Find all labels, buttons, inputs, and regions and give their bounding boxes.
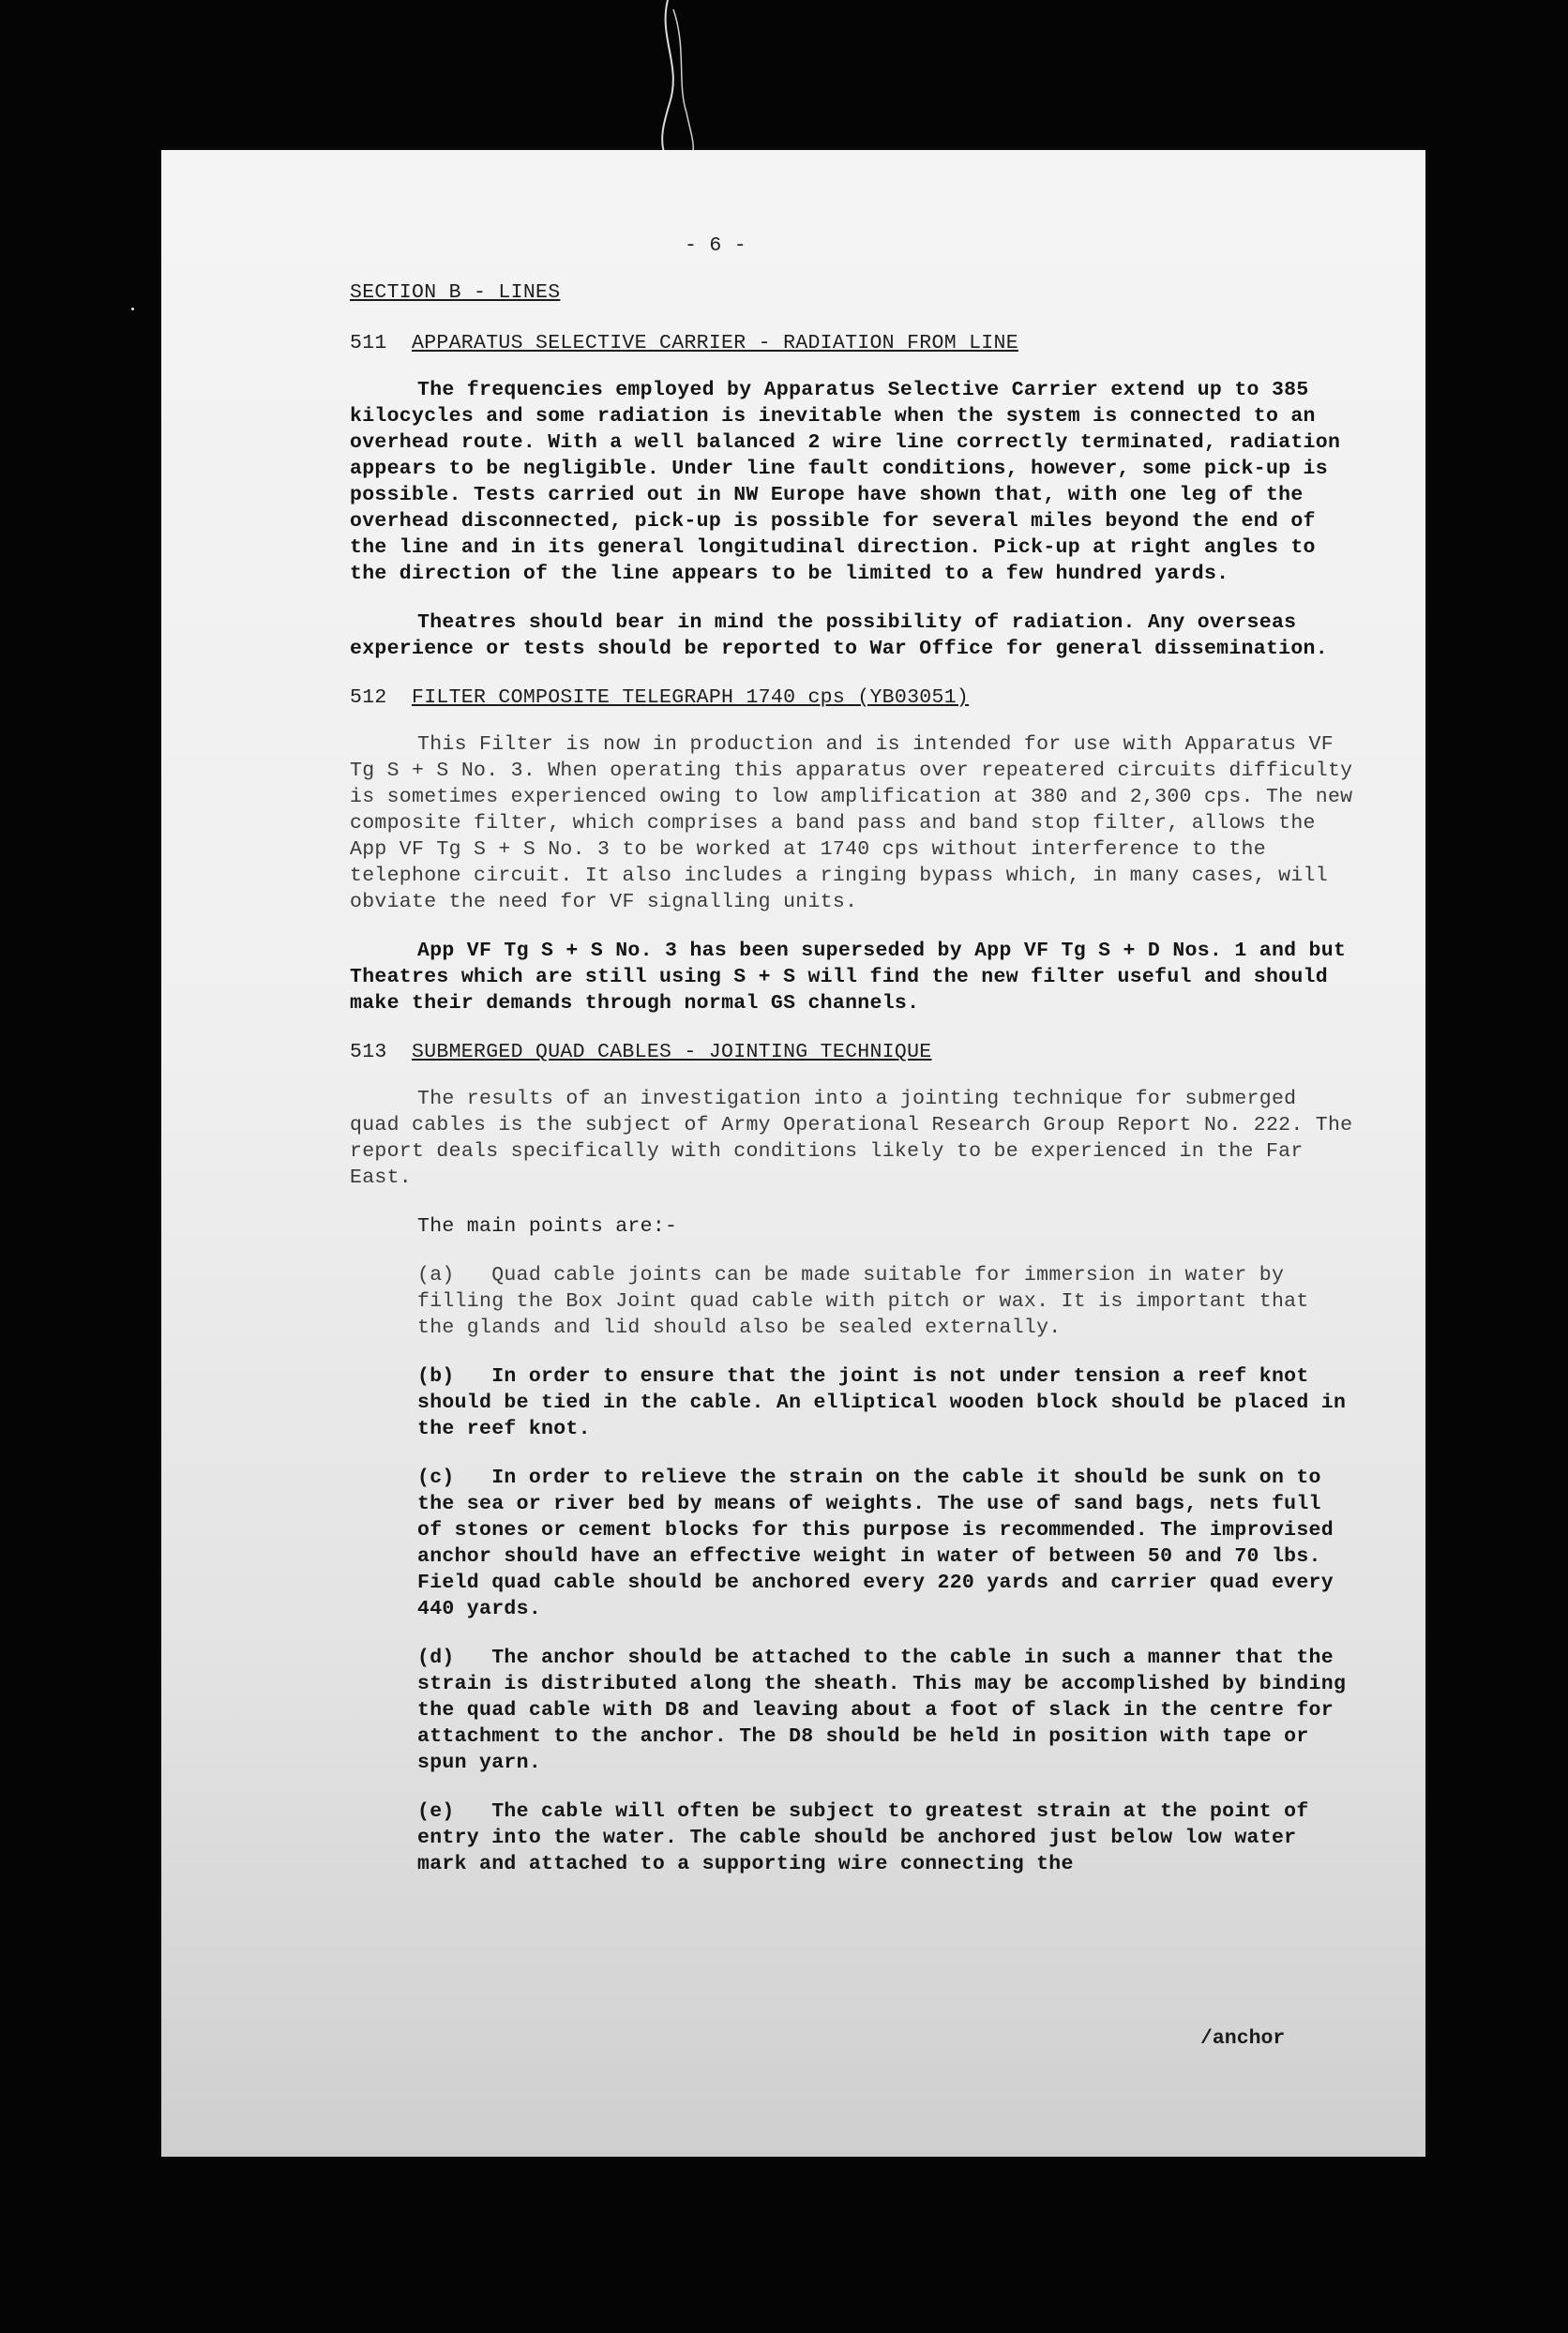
point-e xyxy=(417,1799,1353,1877)
point-b xyxy=(417,1363,1353,1442)
item-heading-511 xyxy=(350,330,1353,356)
item-number: 512 xyxy=(350,686,387,709)
paragraph: The frequencies employed by Apparatus Selective Carrier extend up to 385 kilocycles and some radiation is inevitable when the system is connected to an overhead route. With a well balanced 2 wire line correctly terminated, radiation appears to be negligible. Under line fault conditions, however, some pick-up is possible. Tests carried out in NW Europe have shown that, with one leg of the overhead disconnected, pick-up is possible for several miles beyond the end of the line and in its general longitudinal direction. Pick-up at right angles to the direction of the line appears to be limited to a few hundred yards. xyxy=(350,379,1341,585)
points-lead: The main points are:- xyxy=(417,1215,678,1238)
paragraph: App VF Tg S + S No. 3 has been superseded by App VF Tg S + D Nos. 1 and but Theatres which are still using S + S will find the new filter useful and should make their demands through normal GS channels. xyxy=(350,940,1347,1015)
point-text: In order to ensure that the joint is not under tension a reef knot should be tied in the cable. An elliptical wooden block should be placed in the reef knot. xyxy=(417,1365,1347,1440)
point-a xyxy=(417,1262,1353,1341)
point-label: (d) xyxy=(417,1647,455,1669)
point-d xyxy=(417,1645,1353,1776)
section-title: SECTION B - LINES xyxy=(350,281,561,304)
point-text: The cable will often be subject to greatest strain at the point of entry into the water. The cable should be anchored just below low water mark and attached to a supporting wire connecting the xyxy=(417,1800,1309,1875)
point-text: In order to relieve the strain on the cable it should be sunk on to the sea or river bed by means of weights. The use of sand bags, nets full of stones or cement blocks for this purpose is recommended. The improvised anchor should have an effective weight in water of between 50 and 70 lbs. Field quad cable should be anchored every 220 yards and carrier quad every 440 yards. xyxy=(417,1467,1334,1620)
point-text: Quad cable joints can be made suitable for immersion in water by filling the Box Joint quad cable with pitch or wax. It is important that the glands and lid should also be sealed externally. xyxy=(417,1264,1309,1339)
item-heading-513 xyxy=(350,1039,1353,1065)
item-number: 511 xyxy=(350,332,387,354)
item-heading-512 xyxy=(350,685,1353,711)
page-number: - 6 - xyxy=(684,234,746,257)
point-label: (b) xyxy=(417,1365,455,1388)
point-label: (e) xyxy=(417,1800,455,1823)
point-label: (a) xyxy=(417,1264,455,1287)
item-title: APPARATUS SELECTIVE CARRIER - RADIATION FROM LINE xyxy=(412,332,1018,354)
document-body xyxy=(350,233,1353,1900)
paragraph: This Filter is now in production and is intended for use with Apparatus VF Tg S + S No. 3. When operating this apparatus over repeatered circuits difficulty is sometimes experienced owing to low amplification at 380 and 2,300 cps. The new composite filter, which comprises a band pass and band stop filter, allows the App VF Tg S + S No. 3 to be worked at 1740 cps without interference to the telephone circuit. It also includes a ringing bypass which, in many cases, will obviate the need for VF signalling units. xyxy=(350,733,1353,913)
point-text: The anchor should be attached to the cable in such a manner that the strain is distributed along the sheath. This may be accomplished by binding the quad cable with D8 and leaving about a foot of slack in the centre for attachment to the anchor. The D8 should be held in position with tape or spun yarn. xyxy=(417,1647,1347,1774)
dust-speck xyxy=(131,308,134,310)
binding-string xyxy=(630,0,705,159)
item-title: SUBMERGED QUAD CABLES - JOINTING TECHNIQUE xyxy=(412,1041,932,1063)
catchword: /anchor xyxy=(1200,2027,1286,2050)
paragraph: The results of an investigation into a jointing technique for submerged quad cables is the subject of Army Operational Research Group Report No. 222. The report deals specifically with conditions likely to be experienced in the Far East. xyxy=(350,1088,1353,1189)
item-title: FILTER COMPOSITE TELEGRAPH 1740 cps (YB03051) xyxy=(412,686,970,709)
item-number: 513 xyxy=(350,1041,387,1063)
paragraph: Theatres should bear in mind the possibility of radiation. Any overseas experience or tests should be reported to War Office for general dissemination. xyxy=(350,611,1328,660)
point-c xyxy=(417,1465,1353,1622)
point-label: (c) xyxy=(417,1467,455,1489)
